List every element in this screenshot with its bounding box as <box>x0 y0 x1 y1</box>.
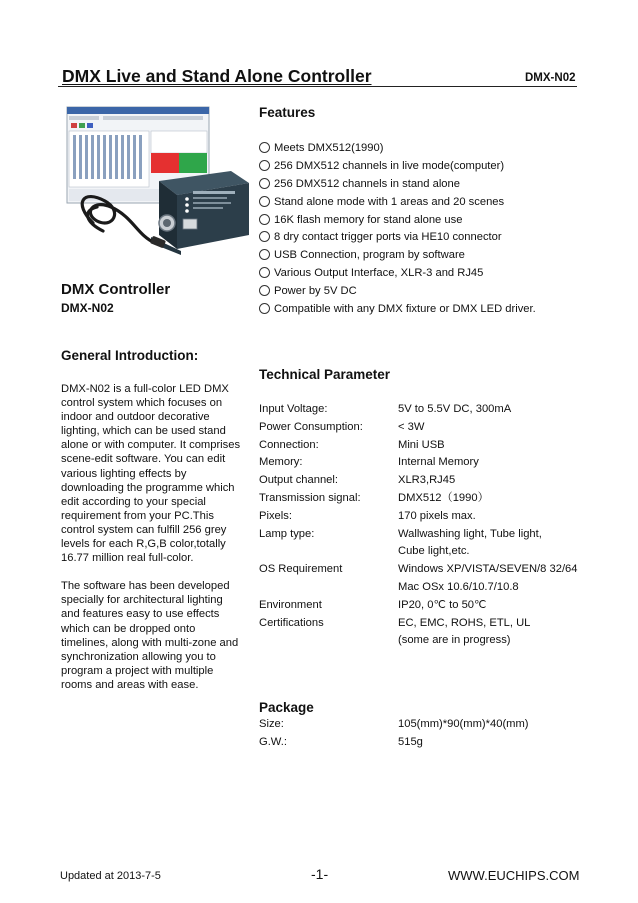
parameter-value: XLR3,RJ45 <box>398 474 456 487</box>
feature-item: Meets DMX512(1990) <box>259 140 536 158</box>
parameter-row <box>259 716 529 734</box>
feature-item: Stand alone mode with 1 areas and 20 scenes <box>259 194 536 212</box>
parameter-value: Mac OSx 10.6/10.7/10.8 <box>398 580 519 593</box>
product-name: DMX Controller <box>61 281 171 298</box>
screen-red-block <box>151 153 179 173</box>
feature-item: 16K flash memory for stand alone use <box>259 212 536 230</box>
parameter-row <box>259 597 578 615</box>
parameter-value: Mini USB <box>398 438 445 451</box>
controller-device <box>151 171 249 255</box>
screen-green-block <box>179 153 207 173</box>
header-divider <box>58 86 577 87</box>
parameter-row <box>259 632 578 650</box>
introduction-body <box>61 382 243 706</box>
package-parameters <box>259 716 529 752</box>
parameter-label: Connection: <box>259 438 319 451</box>
parameter-row <box>259 490 578 508</box>
feature-item: Power by 5V DC <box>259 283 536 301</box>
circle-bullet-icon <box>259 196 270 207</box>
circle-bullet-icon <box>259 214 270 225</box>
product-model: DMX-N02 <box>61 301 114 315</box>
header-model-number: DMX-N02 <box>525 72 576 84</box>
parameter-value: Wallwashing light, Tube light, <box>398 527 542 540</box>
parameter-value: 105(mm)*90(mm)*40(mm) <box>398 718 529 730</box>
parameter-value: 515g <box>398 735 423 748</box>
circle-bullet-icon <box>259 303 270 314</box>
parameter-row <box>259 401 578 419</box>
parameter-value: EC, EMC, ROHS, ETL, UL <box>398 616 531 629</box>
parameter-label: Pixels: <box>259 509 292 522</box>
parameter-label: Output channel: <box>259 474 338 487</box>
parameter-row <box>259 419 578 437</box>
usb-cable <box>82 197 155 243</box>
circle-bullet-icon <box>259 231 270 242</box>
parameter-value: < 3W <box>398 420 425 433</box>
parameter-row <box>259 615 578 633</box>
feature-item: 8 dry contact trigger ports via HE10 connector <box>259 229 536 247</box>
circle-bullet-icon <box>259 160 270 171</box>
parameter-value: Cube light,etc. <box>398 545 470 558</box>
document-title: DMX Live and Stand Alone Controller <box>62 66 372 86</box>
parameter-row <box>259 437 578 455</box>
parameter-value: 5V to 5.5V DC, 300mA <box>398 403 512 415</box>
parameter-label: Power Consumption: <box>259 420 363 433</box>
parameter-value: Windows XP/VISTA/SEVEN/8 32/64 <box>398 563 578 576</box>
parameter-value: Internal Memory <box>398 456 479 469</box>
parameter-label: Memory: <box>259 456 303 469</box>
product-photo <box>63 103 253 263</box>
parameter-label: Lamp type: <box>259 527 315 540</box>
parameter-label: OS Requirement <box>259 563 343 576</box>
parameter-row <box>259 734 529 752</box>
parameter-label: G.W.: <box>259 735 287 748</box>
footer-website: WWW.EUCHIPS.COM <box>448 868 580 883</box>
parameter-label: Certifications <box>259 616 324 629</box>
features-list <box>259 140 536 319</box>
parameter-row <box>259 472 578 490</box>
parameter-value: DMX512（1990） <box>398 491 489 504</box>
parameter-row <box>259 543 578 561</box>
parameter-value: (some are in progress) <box>398 634 511 647</box>
footer-updated-date: Updated at 2013-7-5 <box>60 870 161 882</box>
parameter-row <box>259 526 578 544</box>
parameter-value: 170 pixels max. <box>398 509 476 522</box>
parameter-label: Input Voltage: <box>259 403 328 415</box>
features-heading: Features <box>259 105 316 120</box>
parameter-label: Environment <box>259 598 322 611</box>
feature-item: 256 DMX512 channels in live mode(computer) <box>259 158 536 176</box>
parameter-row <box>259 561 578 579</box>
circle-bullet-icon <box>259 178 270 189</box>
circle-bullet-icon <box>259 267 270 278</box>
feature-item: USB Connection, program by software <box>259 247 536 265</box>
feature-item: Various Output Interface, XLR-3 and RJ45 <box>259 265 536 283</box>
parameter-row <box>259 508 578 526</box>
parameter-row <box>259 579 578 597</box>
parameter-label: Size: <box>259 718 284 730</box>
technical-parameters <box>259 401 578 650</box>
package-heading: Package <box>259 700 314 715</box>
circle-bullet-icon <box>259 285 270 296</box>
parameter-value: IP20, 0℃ to 50℃ <box>398 598 487 611</box>
feature-item: Compatible with any DMX fixture or DMX LED driver. <box>259 301 536 319</box>
introduction-paragraph: The software has been developed specially for architectural lighting and features easy to use effects which can be dropped onto timelines, along with multi-zone and synchronization allowing you to program a project with multiple rooms and areas with ease. <box>61 580 239 691</box>
parameter-row <box>259 454 578 472</box>
technical-heading: Technical Parameter <box>259 367 391 382</box>
feature-item: 256 DMX512 channels in stand alone <box>259 176 536 194</box>
circle-bullet-icon <box>259 249 270 260</box>
introduction-paragraph: DMX-N02 is a full-color LED DMX control system which focuses on indoor and outdoor decorative lighting, which can be used stand alone or with computer. It comprises scene-edit software. You can edit various lighting effects by downloading the programme which edit according to your special requirement from your PC.This control system can fulfill 256 grey levels for each R,G,B color,totally 16.77 million real full-color. <box>61 383 241 565</box>
circle-bullet-icon <box>259 142 270 153</box>
footer-page-number: -1- <box>311 866 329 882</box>
parameter-label: Transmission signal: <box>259 491 361 504</box>
introduction-heading: General Introduction: <box>61 348 199 363</box>
